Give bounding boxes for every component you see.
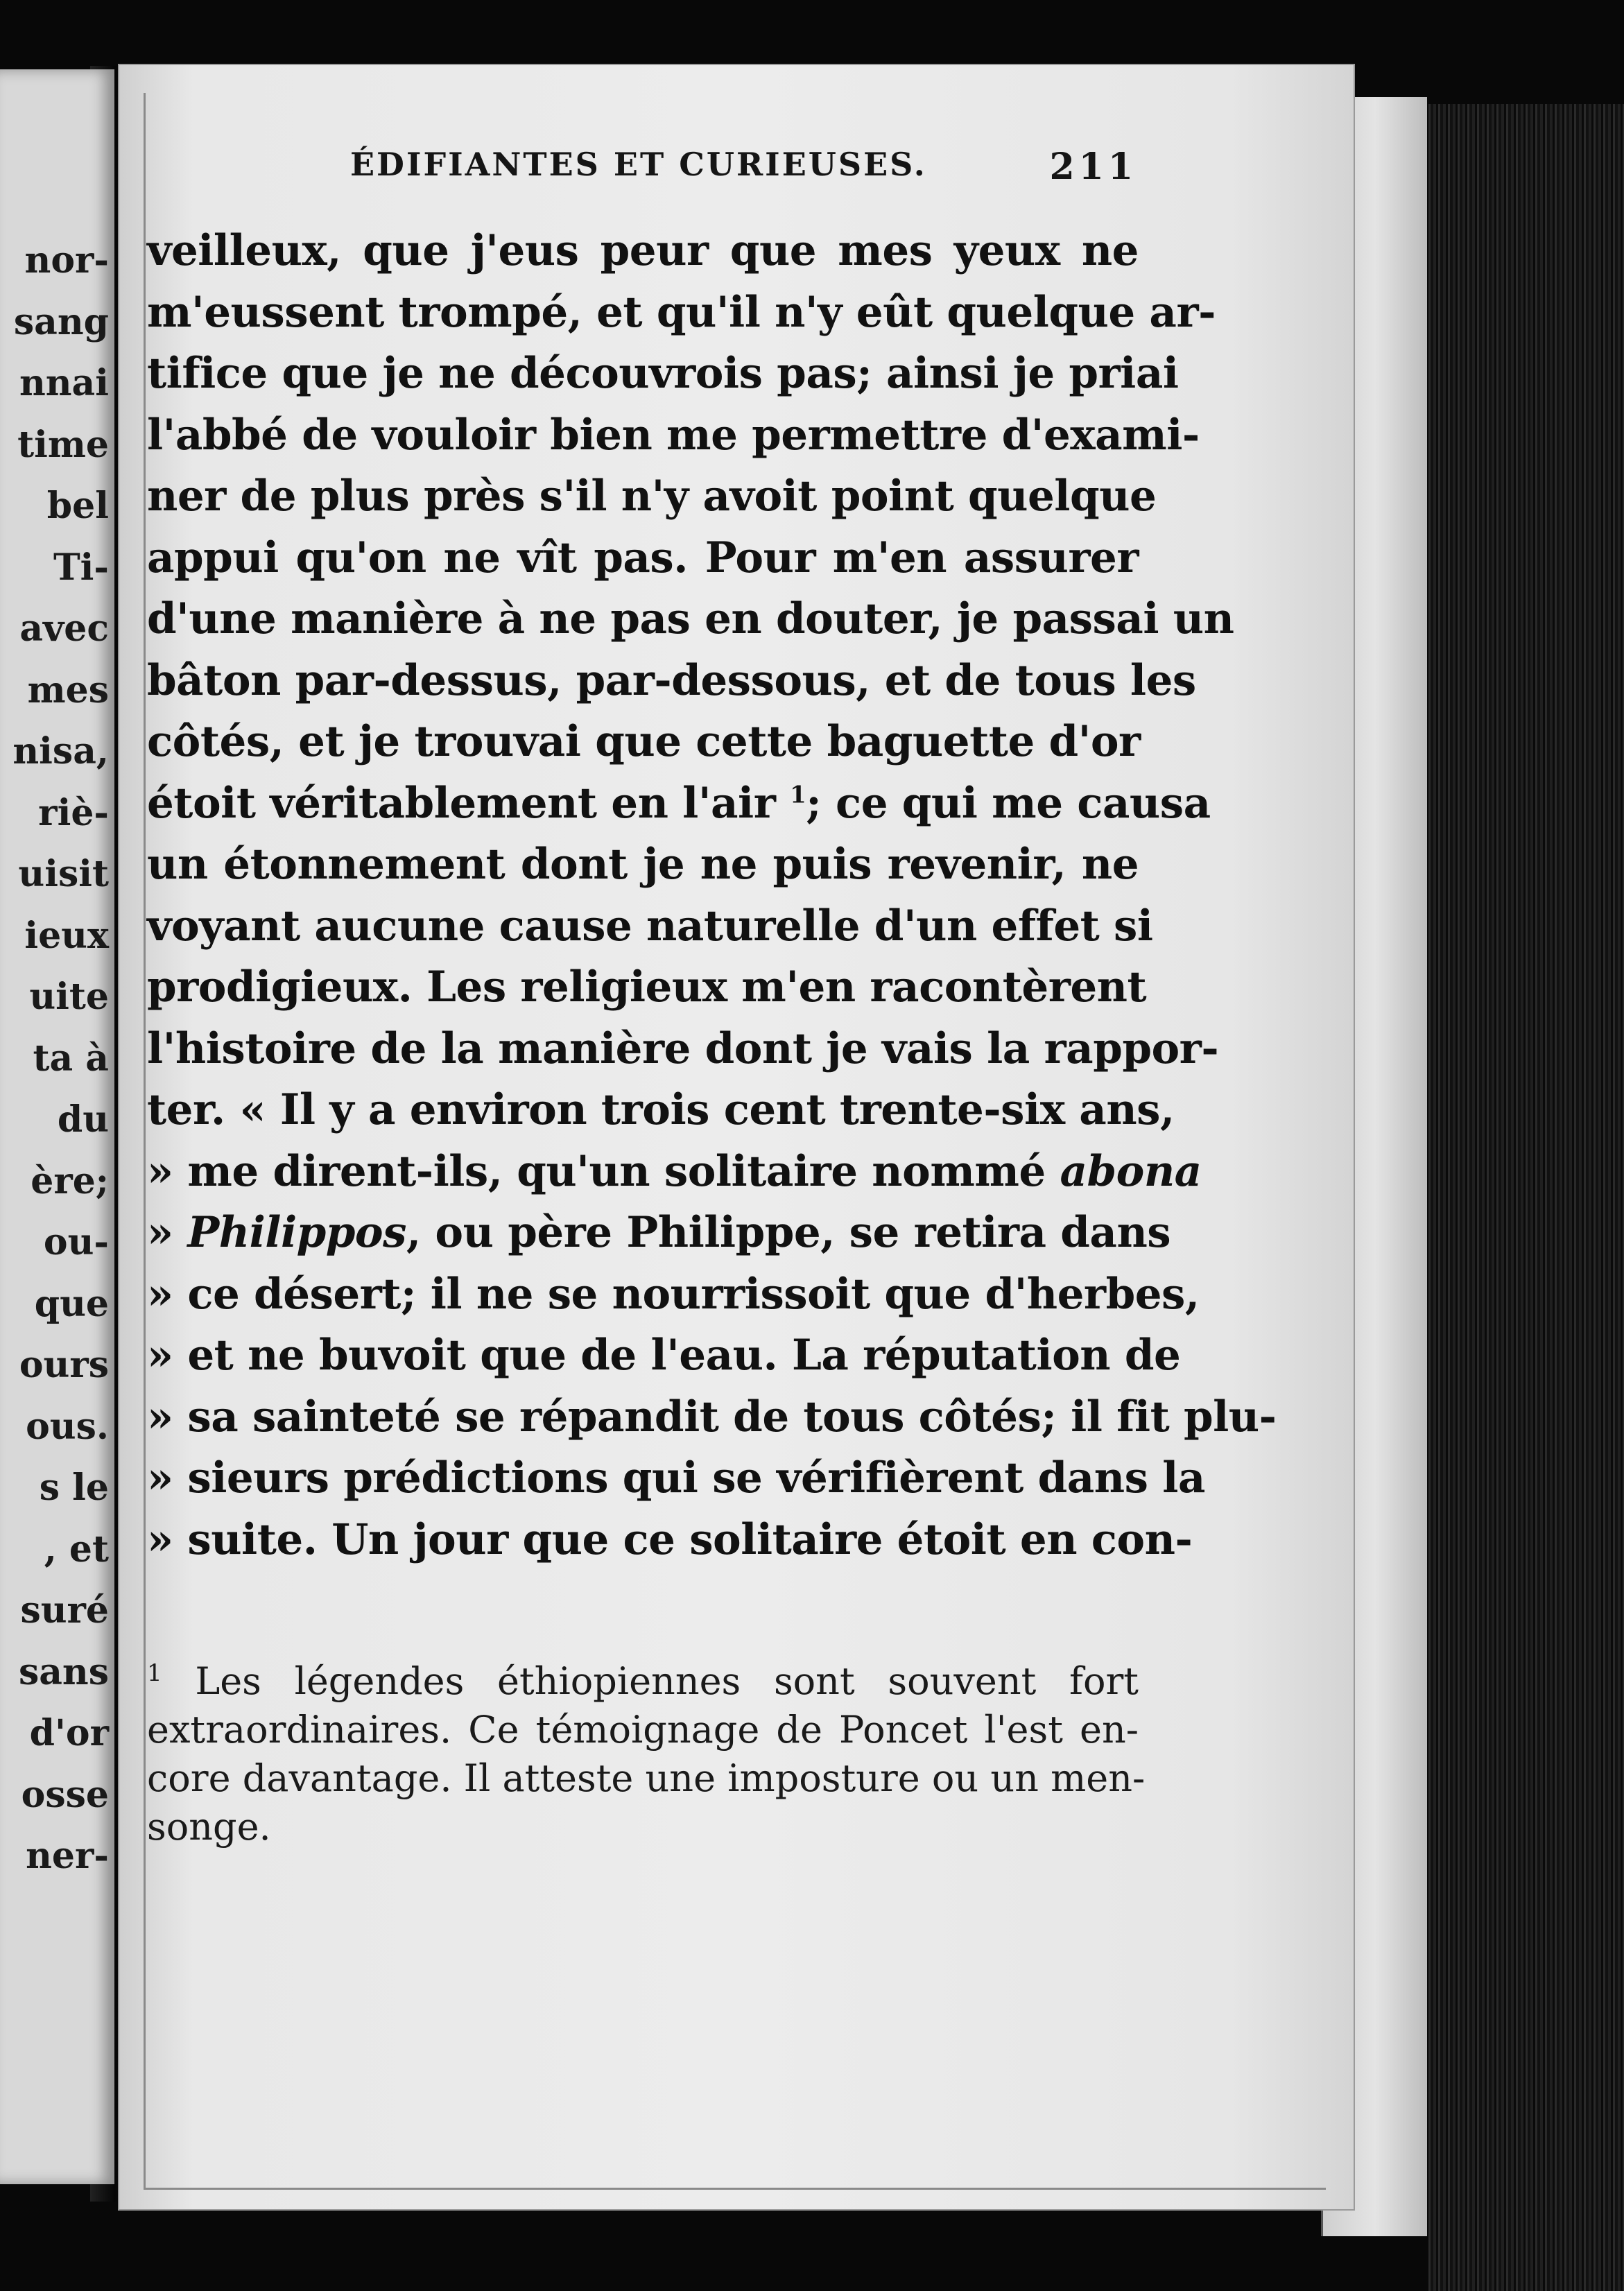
- text-line: bâton par-dessus, par-dessous, et de tous les: [147, 655, 1196, 705]
- text-segment: étoit véritablement en l'air: [147, 778, 776, 828]
- text-line: ter. « Il y a environ trois cent trente-six ans,: [147, 1085, 1175, 1134]
- left-page-text-fragment: bel: [46, 485, 109, 527]
- text-line: [147, 773, 1211, 835]
- left-page-text-fragment: du: [57, 1098, 109, 1141]
- text-segment: » me dirent-ils, qu'un solitaire nommé: [147, 1146, 1046, 1196]
- left-page-text-fragment: ta à: [33, 1037, 109, 1080]
- left-page-text-fragment: nnai: [19, 362, 109, 404]
- text-line: appui qu'on ne vît pas. Pour m'en assurer: [147, 533, 1139, 582]
- text-segment: »: [147, 1208, 188, 1257]
- left-page-text-fragment: suré: [20, 1589, 109, 1632]
- left-page-text-fragment: que: [34, 1282, 109, 1325]
- running-head: ÉDIFIANTES ET CURIEUSES.: [350, 146, 927, 183]
- left-page-fragment: [0, 69, 114, 2184]
- text-line: [147, 1202, 1171, 1264]
- left-page-text-fragment: ner-: [26, 1835, 109, 1877]
- footnote-line: core davantage. Il atteste une imposture ou un men-: [147, 1756, 1146, 1800]
- text-line: m'eussent trompé, et qu'il n'y eût quelque ar-: [147, 287, 1216, 337]
- left-page-text-fragment: uisit: [18, 853, 109, 895]
- footnote: [147, 1657, 1146, 1851]
- footnote-line: extraordinaires. Ce témoignage de Poncet l'est en-: [147, 1708, 1139, 1752]
- left-page-text-fragment: d'or: [29, 1712, 109, 1754]
- footnote-mark: 1: [147, 1659, 162, 1687]
- page-header: [149, 146, 1137, 187]
- text-line: côtés, et je trouvai que cette baguette d'or: [147, 717, 1141, 766]
- left-page-text-fragment: riè-: [38, 791, 109, 834]
- text-line: voyant aucune cause naturelle d'un effet si: [147, 901, 1153, 951]
- left-page-text-fragment: ieux: [24, 914, 109, 957]
- left-page-text-fragment: ou-: [43, 1221, 109, 1263]
- left-page-text-fragment: sans: [18, 1650, 109, 1693]
- text-line: » sa sainteté se répandit de tous côtés; il fit plu-: [147, 1392, 1277, 1442]
- italic-name: Philippos: [187, 1208, 406, 1257]
- text-line: ner de plus près s'il n'y avoit point quelque: [147, 472, 1157, 521]
- footnote-reference: 1: [790, 781, 806, 809]
- left-page-text-fragment: ours: [19, 1344, 109, 1386]
- left-page-text-fragment: uite: [29, 976, 109, 1018]
- body-text: [147, 221, 1277, 1571]
- text-line: veilleux, que j'eus peur que mes yeux ne: [147, 226, 1139, 275]
- text-line: un étonnement dont je ne puis revenir, ne: [147, 840, 1139, 889]
- text-line: tifice que je ne découvrois pas; ainsi je priai: [147, 349, 1179, 398]
- left-page-text-fragment: ous.: [26, 1405, 109, 1448]
- text-line: [147, 1141, 1202, 1203]
- text-line: » ce désert; il ne se nourrissoit que d'herbes,: [147, 1269, 1200, 1319]
- text-line: » suite. Un jour que ce solitaire étoit en con-: [147, 1514, 1193, 1564]
- left-page-text-fragment: ère;: [31, 1159, 109, 1202]
- left-page-text-fragment: osse: [21, 1773, 109, 1816]
- left-page-text-fragment: Ti-: [53, 546, 109, 589]
- text-line: l'histoire de la manière dont je vais la rappor-: [147, 1023, 1219, 1073]
- left-page-text-fragment: s le: [39, 1467, 109, 1509]
- left-page-text-fragment: , et: [44, 1528, 109, 1571]
- text-line: » sieurs prédictions qui se vérifièrent dans la: [147, 1453, 1205, 1503]
- left-page-text-fragment: nor-: [24, 239, 109, 282]
- text-segment: , ou père Philippe, se retira dans: [406, 1208, 1171, 1257]
- italic-name: abona: [1060, 1146, 1202, 1196]
- text-line: d'une manière à ne pas en douter, je passai un: [147, 594, 1234, 643]
- text-line: » et ne buvoit que de l'eau. La réputation de: [147, 1331, 1181, 1380]
- text-segment: Les légendes éthiopiennes sont souvent fort: [195, 1659, 1139, 1703]
- left-page-text-fragment: mes: [27, 668, 109, 711]
- left-page-text-fragment: sang: [13, 300, 109, 343]
- text-line: l'abbé de vouloir bien me permettre d'exami-: [147, 410, 1200, 460]
- left-page-text-fragment: avec: [19, 607, 109, 650]
- left-page-text-fragment: time: [17, 423, 109, 466]
- footnote-line: songe.: [147, 1805, 271, 1849]
- page-number: 211: [1049, 146, 1137, 188]
- left-page-text-fragment: nisa,: [12, 730, 109, 772]
- footnote-line: [147, 1657, 1139, 1706]
- text-line: prodigieux. Les religieux m'en racontèrent: [147, 962, 1147, 1012]
- text-segment: ; ce qui me causa: [806, 778, 1211, 828]
- book-cover-edge: [1428, 104, 1624, 2291]
